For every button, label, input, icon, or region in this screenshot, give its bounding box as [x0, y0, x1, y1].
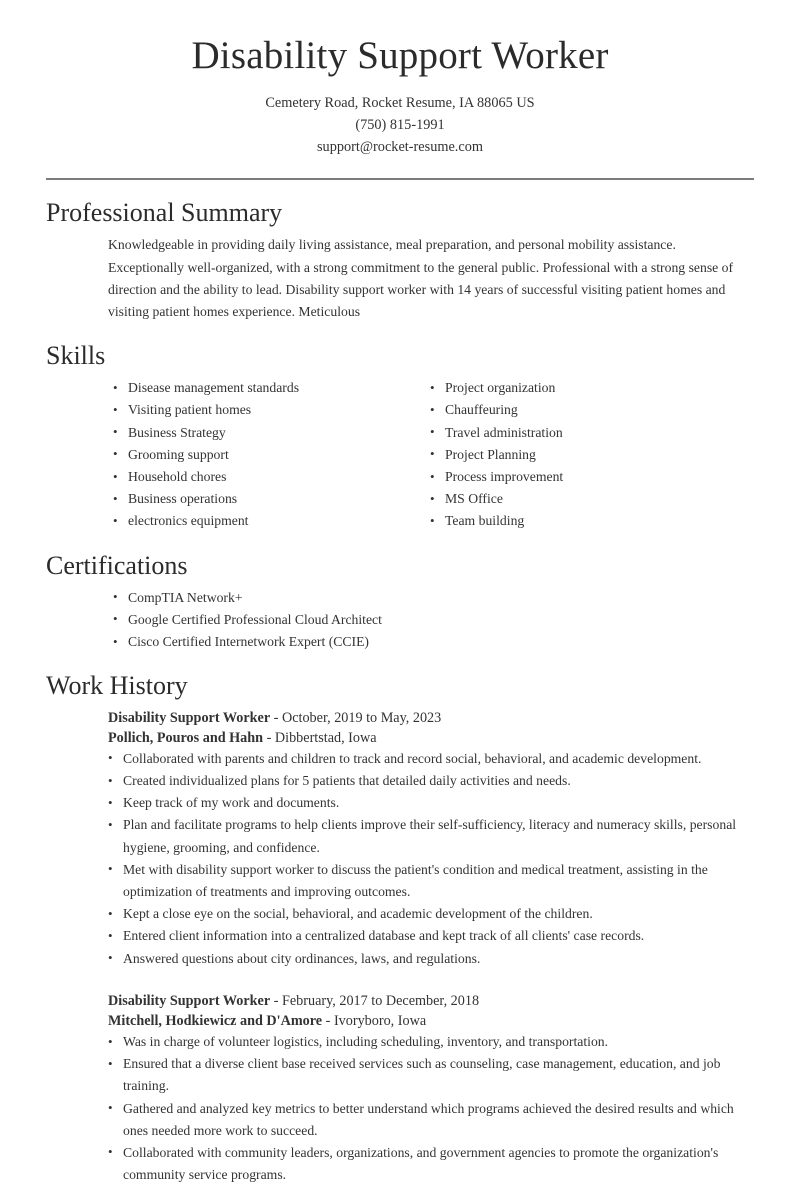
job-separator: -	[266, 729, 272, 746]
job-dates: February, 2017 to December, 2018	[281, 992, 480, 1009]
list-item: • Created individualized plans for 5 patients that detailed daily activities and needs.	[108, 770, 754, 792]
list-item: • Plan and facilitate programs to help clients improve their self-sufficiency, literacy and numeracy skills, personal hygiene, grooming, and confidence.	[108, 814, 754, 858]
job-bullets	[108, 748, 754, 970]
list-item: • Project Planning	[430, 444, 563, 466]
contact-email: support@rocket-resume.com	[316, 138, 483, 155]
list-item: • Household chores	[113, 466, 430, 488]
work-history-list	[46, 708, 754, 1186]
job-separator: -	[273, 709, 279, 726]
list-item: • Entered client information into a centralized database and kept track of all clients' case records.	[108, 925, 754, 947]
job-employer-line	[108, 1011, 754, 1031]
section-skills	[0, 340, 800, 533]
list-item: • Cisco Certified Internetwork Expert (CCIE)	[113, 631, 754, 653]
job-dates: October, 2019 to May, 2023	[281, 709, 442, 726]
job-title: Disability Support Worker	[108, 709, 271, 726]
summary-text: Knowledgeable in providing daily living assistance, meal preparation, and personal mobility assistance. Exceptionally well-organized, with a strong commitment to the general public. Professional with a strong sense of direction and the ability to lead. Disability support worker with 14 years of successful visiting patient homes and visiting patient homes experience. Meticulous	[108, 237, 734, 319]
list-item: • CompTIA Network+	[113, 587, 754, 609]
list-item: • MS Office	[430, 488, 563, 510]
job-title-line	[108, 708, 754, 728]
list-item: • Travel administration	[430, 422, 563, 444]
list-item: • Business Strategy	[113, 422, 430, 444]
job-employer-line	[108, 728, 754, 748]
section-work-history	[0, 670, 800, 1186]
list-item: • Met with disability support worker to discuss the patient's condition and medical treatment, assisting in the optimization of treatments and improving outcomes.	[108, 859, 754, 903]
skills-list-left	[113, 377, 430, 532]
work-history-entry	[108, 708, 754, 970]
list-item: • electronics equipment	[113, 510, 430, 532]
list-item: • Chauffeuring	[430, 399, 563, 421]
section-title-certifications: Certifications	[46, 550, 188, 580]
list-item: • Visiting patient homes	[113, 399, 430, 421]
job-location: Dibbertstad, Iowa	[274, 729, 377, 746]
skills-column-right	[430, 377, 563, 532]
summary-body	[46, 234, 754, 323]
list-item: • Disease management standards	[113, 377, 430, 399]
list-item: • Grooming support	[113, 444, 430, 466]
work-history-entry	[108, 991, 754, 1186]
list-item: • Team building	[430, 510, 563, 532]
section-title-skills: Skills	[46, 341, 106, 371]
certifications-body	[46, 587, 754, 654]
job-employer: Mitchell, Hodkiewicz and D'Amore	[108, 1012, 323, 1029]
section-title-work-history: Work History	[46, 671, 188, 701]
contact-phone: (750) 815-1991	[355, 116, 445, 133]
contact-address: Cemetery Road, Rocket Resume, IA 88065 US	[265, 94, 535, 111]
skills-columns	[46, 377, 754, 532]
list-item: • Process improvement	[430, 466, 563, 488]
list-item: • Collaborated with parents and children to track and record social, behavioral, and academic development.	[108, 748, 754, 770]
section-certifications	[0, 550, 800, 654]
list-item: • Was in charge of volunteer logistics, including scheduling, inventory, and transportation.	[108, 1031, 754, 1053]
page-title: Disability Support Worker	[191, 34, 609, 77]
job-separator: -	[273, 992, 279, 1009]
list-item: • Keep track of my work and documents.	[108, 792, 754, 814]
job-location: Ivoryboro, Iowa	[333, 1012, 427, 1029]
list-item: • Google Certified Professional Cloud Architect	[113, 609, 754, 631]
header-divider	[46, 178, 754, 180]
job-title-line	[108, 991, 754, 1011]
section-professional-summary	[0, 197, 800, 323]
section-title-summary: Professional Summary	[46, 198, 283, 228]
list-item: • Gathered and analyzed key metrics to better understand which programs achieved the desired results and which ones needed more work to succeed.	[108, 1098, 754, 1142]
list-item: • Ensured that a diverse client base received services such as counseling, case management, education, and job training.	[108, 1053, 754, 1097]
skills-column-left	[113, 377, 430, 532]
list-item: • Collaborated with community leaders, organizations, and government agencies to promote the organization's community service programs.	[108, 1142, 754, 1186]
resume-header	[0, 0, 800, 158]
skills-list-right	[430, 377, 563, 532]
list-item: • Project organization	[430, 377, 563, 399]
list-item: • Kept a close eye on the social, behavioral, and academic development of the children.	[108, 903, 754, 925]
job-employer: Pollich, Pouros and Hahn	[108, 729, 264, 746]
list-item: • Business operations	[113, 488, 430, 510]
list-item: • Answered questions about city ordinances, laws, and regulations.	[108, 948, 754, 970]
job-separator: -	[325, 1012, 331, 1029]
job-bullets	[108, 1031, 754, 1186]
certifications-list	[113, 587, 754, 654]
job-title: Disability Support Worker	[108, 992, 271, 1009]
